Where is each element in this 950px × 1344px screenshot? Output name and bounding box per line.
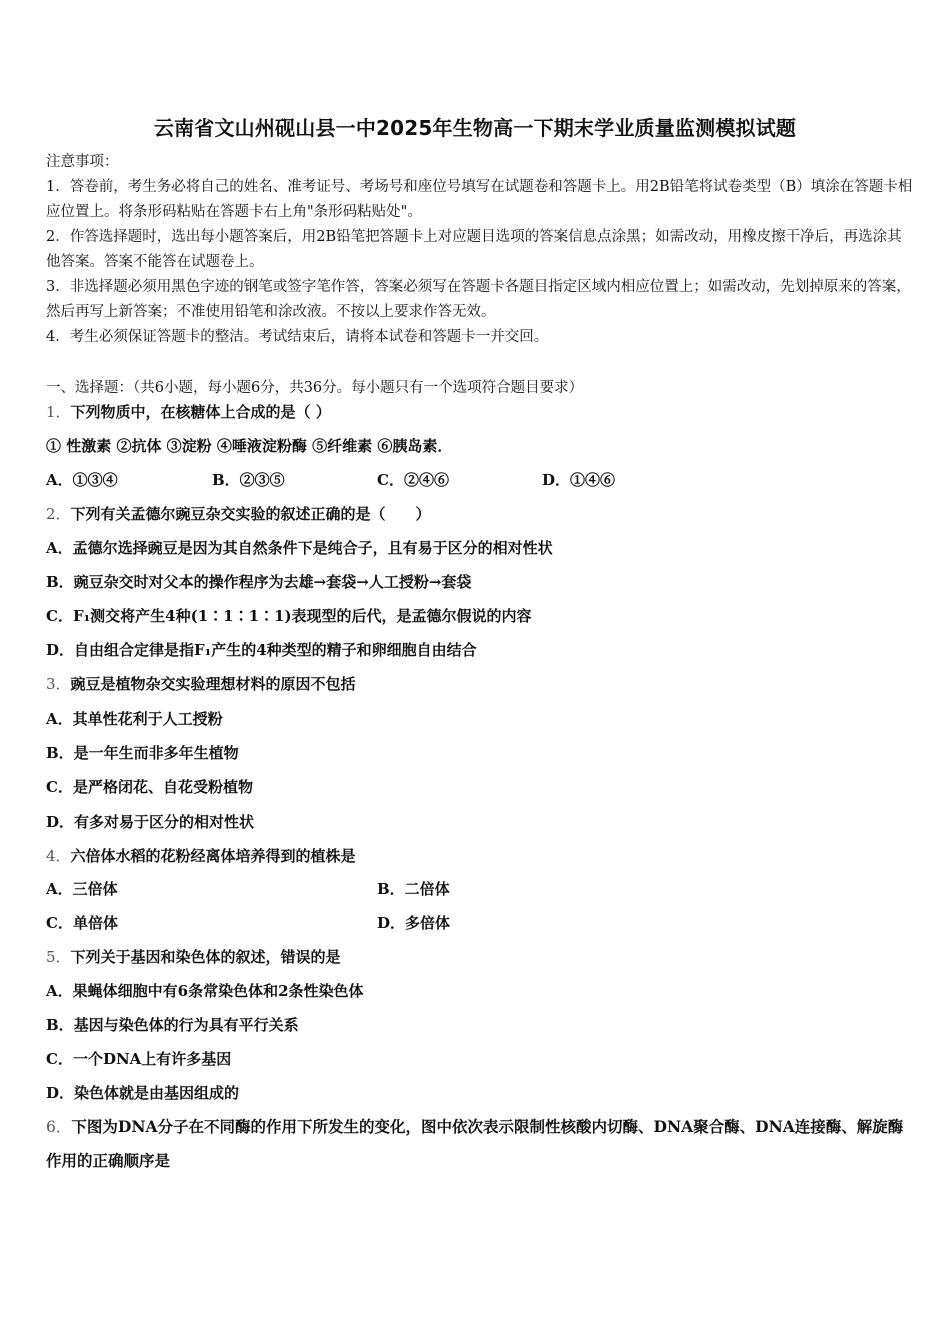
question-text: 六倍体水稻的花粉经离体培养得到的植株是 [70, 847, 356, 865]
question-3-option-c[interactable]: C．是严格闭花、自花受粉植物 [46, 778, 253, 796]
question-5-option-d[interactable]: D．染色体就是由基因组成的 [46, 1084, 240, 1102]
question-number: 3． [46, 675, 71, 693]
question-1-option-a[interactable]: A．①③④ [46, 471, 118, 489]
question-4-option-d[interactable]: D．多倍体 [377, 914, 451, 932]
question-4-option-b[interactable]: B．二倍体 [377, 880, 450, 898]
section-heading: 一、选择题：（共6小题，每小题6分，共36分。每小题只有一个选项符合题目要求） [46, 380, 584, 396]
question-text: 豌豆是植物杂交实验理想材料的原因不包括 [70, 675, 356, 693]
question-number: 4． [46, 847, 71, 865]
question-2-option-b[interactable]: B．豌豆杂交时对父本的操作程序为去雄→套袋→人工授粉→套袋 [46, 573, 472, 591]
question-1-option-b[interactable]: B．②③⑤ [212, 471, 285, 489]
notice-item-2: 2．作答选择题时，选出每小题答案后，用2B铅笔把答题卡上对应题目选项的答案信息点涂黑；如需改动，用橡皮擦干净后，再选涂其他答案。答案不能答在试题卷上。 [46, 229, 902, 270]
question-5-option-c[interactable]: C．一个DNA上有许多基因 [46, 1050, 232, 1068]
question-2-option-c[interactable]: C．F₁测交将产生4种(1∶1∶1∶1)表现型的后代，是孟德尔假说的内容 [46, 607, 532, 625]
question-2-option-a[interactable]: A．孟德尔选择豌豆是因为其自然条件下是纯合子，且有易于区分的相对性状 [46, 539, 553, 557]
question-4-option-c[interactable]: C．单倍体 [46, 914, 118, 932]
question-text: 下图为DNA分子在不同酶的作用下所发生的变化，图中依次表示限制性核酸内切酶、DNA聚合酶、DNA连接酶、解旋酶作用的正确顺序是 [46, 1117, 904, 1170]
question-4-option-a[interactable]: A．三倍体 [46, 880, 118, 898]
question-text: 下列有关孟德尔豌豆杂交实验的叙述正确的是（ ） [70, 505, 431, 523]
question-number: 1． [46, 403, 71, 421]
question-text: 下列物质中，在核糖体上合成的是（ ） [70, 403, 331, 421]
notice-item-4: 4．考生必须保证答题卡的整洁。考试结束后，请将本试卷和答题卡一并交回。 [46, 329, 549, 345]
question-5-option-a[interactable]: A．果蝇体细胞中有6条常染色体和2条性染色体 [46, 982, 364, 1000]
page-title: 云南省文山州砚山县一中2025年生物高一下期末学业质量监测模拟试题 [153, 116, 797, 140]
question-2-option-d[interactable]: D．自由组合定律是指F₁产生的4种类型的精子和卵细胞自由结合 [46, 641, 477, 659]
question-3-option-d[interactable]: D．有多对易于区分的相对性状 [46, 813, 255, 831]
question-1-option-c[interactable]: C．②④⑥ [377, 471, 449, 489]
question-3-stem [46, 673, 356, 694]
question-2-stem [46, 503, 431, 524]
question-3-option-a[interactable]: A．其单性花利于人工授粉 [46, 710, 223, 728]
question-text: 下列关于基因和染色体的叙述，错误的是 [70, 948, 341, 966]
notice-item-3: 3．非选择题必须用黑色字迹的钢笔或签字笔作答，答案必须写在答题卡各题目指定区域内相应位置上；如需改动，先划掉原来的答案，然后再写上新答案；不准使用铅笔和涂改液。不按以上要求作答无效。 [46, 279, 911, 320]
question-1-stem [46, 401, 331, 422]
question-1-option-d[interactable]: D．①④⑥ [542, 471, 616, 489]
question-5-option-b[interactable]: B．基因与染色体的行为具有平行关系 [46, 1016, 299, 1034]
notice-heading: 注意事项： [46, 154, 119, 170]
question-5-stem [46, 946, 341, 967]
question-number: 2． [46, 505, 71, 523]
notice-item-1: 1．答卷前，考生务必将自己的姓名、准考证号、考场号和座位号填写在试题卷和答题卡上。用2B铅笔将试卷类型（B）填涂在答题卡相应位置上。将条形码粘贴在答题卡右上角"条形码粘贴处"。 [46, 179, 913, 220]
question-1-items: ① 性激素 ②抗体 ③淀粉 ④唾液淀粉酶 ⑤纤维素 ⑥胰岛素． [46, 437, 453, 455]
question-number: 6． [46, 1118, 72, 1136]
question-4-stem [46, 845, 356, 866]
question-number: 5． [46, 948, 71, 966]
question-3-option-b[interactable]: B．是一年生而非多年生植物 [46, 744, 239, 762]
question-6-stem [46, 1110, 914, 1178]
